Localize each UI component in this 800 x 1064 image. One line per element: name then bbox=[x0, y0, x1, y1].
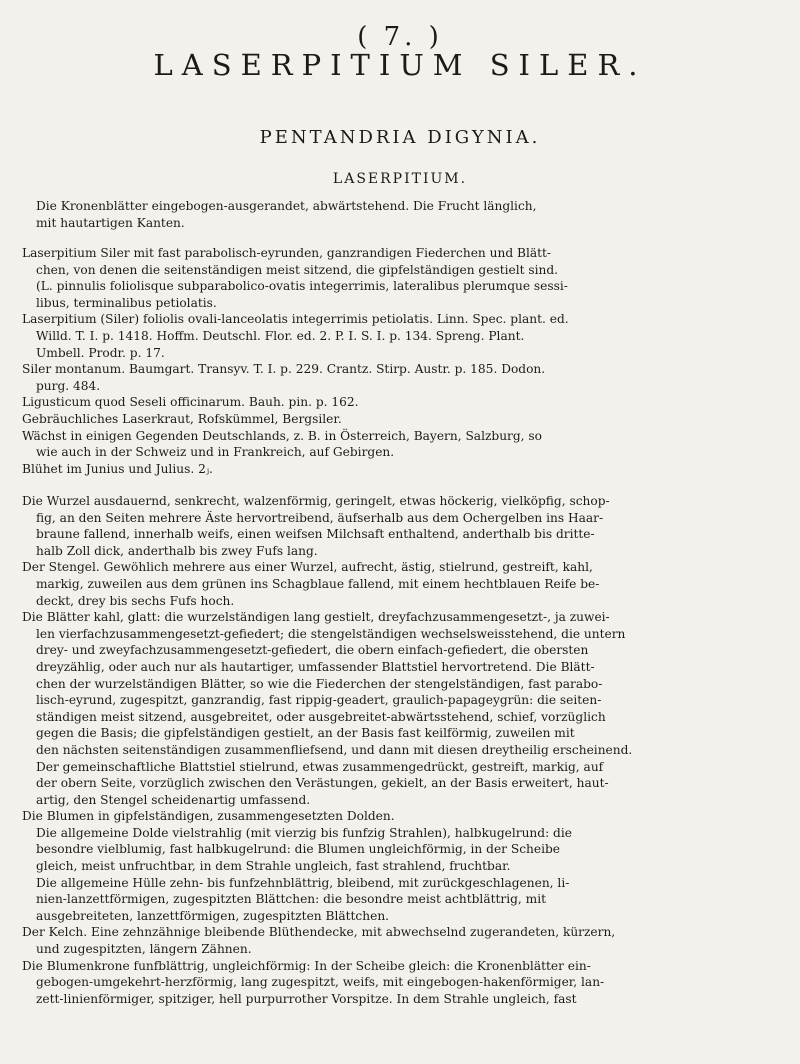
text-line: chen der wurzelständigen Blätter, so wie die Fiederchen der stengelständigen, fast parabo- bbox=[36, 676, 603, 691]
description bbox=[22, 493, 780, 1007]
text-line: libus, terminalibus petiolatis. bbox=[36, 295, 217, 310]
text-line: nien-lanzettförmigen, zugespitzten Blättchen: die besondre meist achtblättrig, mit bbox=[36, 892, 547, 907]
text-line: Laserpitium Siler mit fast parabolisch-eyrunden, ganzrandigen Fiederchen und Blätt- bbox=[22, 246, 552, 260]
linnaean-class: PENTANDRIA DIGYNIA. bbox=[259, 127, 541, 148]
text-line: Die allgemeine Dolde vielstrahlig (mit vierzig bis funfzig Strahlen), halbkugelrund: die bbox=[36, 825, 572, 840]
plate-title: LASERPITIUM SILER. bbox=[153, 48, 647, 82]
text-line: drey- und zweyfachzusammengesetzt-gefiedert, die obern einfach-gefiedert, die obersten bbox=[36, 643, 589, 658]
calyx-section bbox=[22, 924, 780, 957]
text-line: Die Kronenblätter eingebogen-ausgerandet, abwärtstehend. Die Frucht länglich, bbox=[36, 199, 537, 213]
text-line: ständigen meist sitzend, ausgebreitet, oder ausgebreitet-abwärtsstehend, schief, vorzüglich bbox=[36, 709, 606, 724]
text-line: den nächsten seitenständigen zusammenfliefsend, und dann mit diesen dreytheilig erscheinend. bbox=[36, 742, 633, 757]
leaves-section bbox=[22, 609, 780, 808]
text-line: Blühet im Junius und Julius. 2ⱼ. bbox=[22, 461, 213, 476]
text-line: Umbell. Prodr. p. 17. bbox=[36, 345, 165, 360]
text-line: halb Zoll dick, anderthalb bis zwey Fufs lang. bbox=[36, 543, 318, 558]
text-line: Der gemeinschaftliche Blattstiel stielrund, etwas zusammengedrückt, gestreift, markig, auf bbox=[36, 759, 604, 774]
text-line: fig, an den Seiten mehrere Äste hervortreibend, äufserhalb aus dem Ochergelben ins Haar- bbox=[36, 510, 604, 525]
text-line: Der Stengel. Gewöhlich mehrere aus einer Wurzel, aufrecht, ästig, stielrund, gestreift, kahl, bbox=[22, 560, 593, 575]
text-line: gleich, meist unfruchtbar, in dem Strahle ungleich, fast strahlend, fruchtbar. bbox=[36, 859, 511, 874]
text-line: besondre vielblumig, fast halbkugelrund: die Blumen ungleichförmig, in der Scheibe bbox=[36, 842, 561, 857]
text-line: mit hautartigen Kanten. bbox=[36, 215, 185, 230]
text-line: Gebräuchliches Laserkraut, Rofskümmel, Bergsiler. bbox=[22, 411, 342, 426]
text-line: chen, von denen die seitenständigen meist sitzend, die gipfelständigen gestielt sind. bbox=[36, 262, 559, 277]
stem-section bbox=[22, 559, 780, 609]
text-line: Willd. T. I. p. 1418. Hoffm. Deutschl. Flor. ed. 2. P. I. S. I. p. 134. Spreng. Plant. bbox=[36, 328, 525, 343]
text-line: Wächst in einigen Gegenden Deutschlands, z. B. in Österreich, Bayern, Salzburg, so bbox=[22, 428, 543, 443]
text-line: artig, den Stengel scheidenartig umfassend. bbox=[36, 792, 311, 807]
text-line: Der Kelch. Eine zehnzähnige bleibende Blüthendecke, mit abwechselnd zugerandeten, kürzern, bbox=[22, 925, 616, 940]
text-line: Siler montanum. Baumgart. Transyv. T. I. p. 229. Crantz. Stirp. Austr. p. 185. Dodon. bbox=[22, 362, 546, 377]
text-line: Laserpitium (Siler) foliolis ovali-lanceolatis integerrimis petiolatis. Linn. Spec. plant. ed. bbox=[22, 312, 569, 327]
flowers-section bbox=[22, 808, 780, 924]
text-line: braune fallend, innerhalb weifs, einen weifsen Milchsaft enthaltend, anderthalb bis dritte- bbox=[36, 527, 595, 542]
text-line: Die Wurzel ausdauernd, senkrecht, walzenförmig, geringelt, etwas höckerig, vielköpfig, schop- bbox=[22, 494, 610, 508]
text-line: (L. pinnulis foliolisque subparabolico-ovatis integerrimis, lateralibus plerumque sessi- bbox=[36, 279, 568, 294]
text-line: gebogen-umgekehrt-herzförmig, lang zugespitzt, weifs, mit eingebogen-hakenförmiger, lan- bbox=[36, 975, 605, 990]
page-number: ( 7. ) bbox=[357, 22, 443, 52]
text-line: purg. 484. bbox=[36, 378, 101, 393]
text-line: der obern Seite, vorzüglich zwischen den Verästungen, gekielt, an der Basis erweitert, haut- bbox=[36, 776, 609, 791]
root-section bbox=[22, 493, 780, 559]
species-synonymy bbox=[22, 245, 780, 477]
text-line: markig, zuweilen aus dem grünen ins Schagblaue fallend, mit einem hechtblauen Reife be- bbox=[36, 576, 600, 591]
genus-heading: LASERPITIUM. bbox=[332, 171, 468, 187]
text-line: Die allgemeine Hülle zehn- bis funfzehnblättrig, bleibend, mit zurückgeschlagenen, li- bbox=[36, 875, 570, 890]
text-line: dreyzählig, oder auch nur als hautartiger, umfassender Blattstiel hervortretend. Die Blätt- bbox=[36, 659, 595, 674]
text-line: und zugespitzten, längern Zähnen. bbox=[36, 942, 252, 957]
text-line: Die Blumenkrone funfblättrig, ungleichförmig: In der Scheibe gleich: die Kronenblätter ein- bbox=[22, 958, 591, 973]
corolla-section bbox=[22, 958, 780, 1008]
text-line: deckt, drey bis sechs Fufs hoch. bbox=[36, 593, 235, 608]
text-line: Ligusticum quod Seseli officinarum. Bauh. pin. p. 162. bbox=[22, 395, 359, 410]
text-line: len vierfachzusammengesetzt-gefiedert; die stengelständigen wechselsweisstehend, die untern bbox=[36, 626, 626, 641]
text-line: gegen die Basis; die gipfelständigen gestielt, an der Basis fast keilförmig, zuweilen mit bbox=[36, 726, 575, 741]
genus-character bbox=[22, 198, 780, 231]
text-line: wie auch in der Schweiz und in Frankreich, auf Gebirgen. bbox=[36, 445, 395, 460]
text-line: ausgebreiteten, lanzettförmigen, zugespitzten Blättchen. bbox=[36, 908, 390, 923]
text-line: Die Blätter kahl, glatt: die wurzelständigen lang gestielt, dreyfachzusammengesetzt-, ja zuwei- bbox=[22, 610, 610, 625]
text-line: Die Blumen in gipfelständigen, zusammengesetzten Dolden. bbox=[22, 809, 395, 824]
text-line: lisch-eyrund, zugespitzt, ganzrandig, fast rippig-geadert, graulich-papageygrün: die seiten- bbox=[36, 693, 602, 708]
text-line: zett-linienförmiger, spitziger, hell purpurrother Vorspitze. In dem Strahle ungleich, fast bbox=[36, 991, 577, 1006]
